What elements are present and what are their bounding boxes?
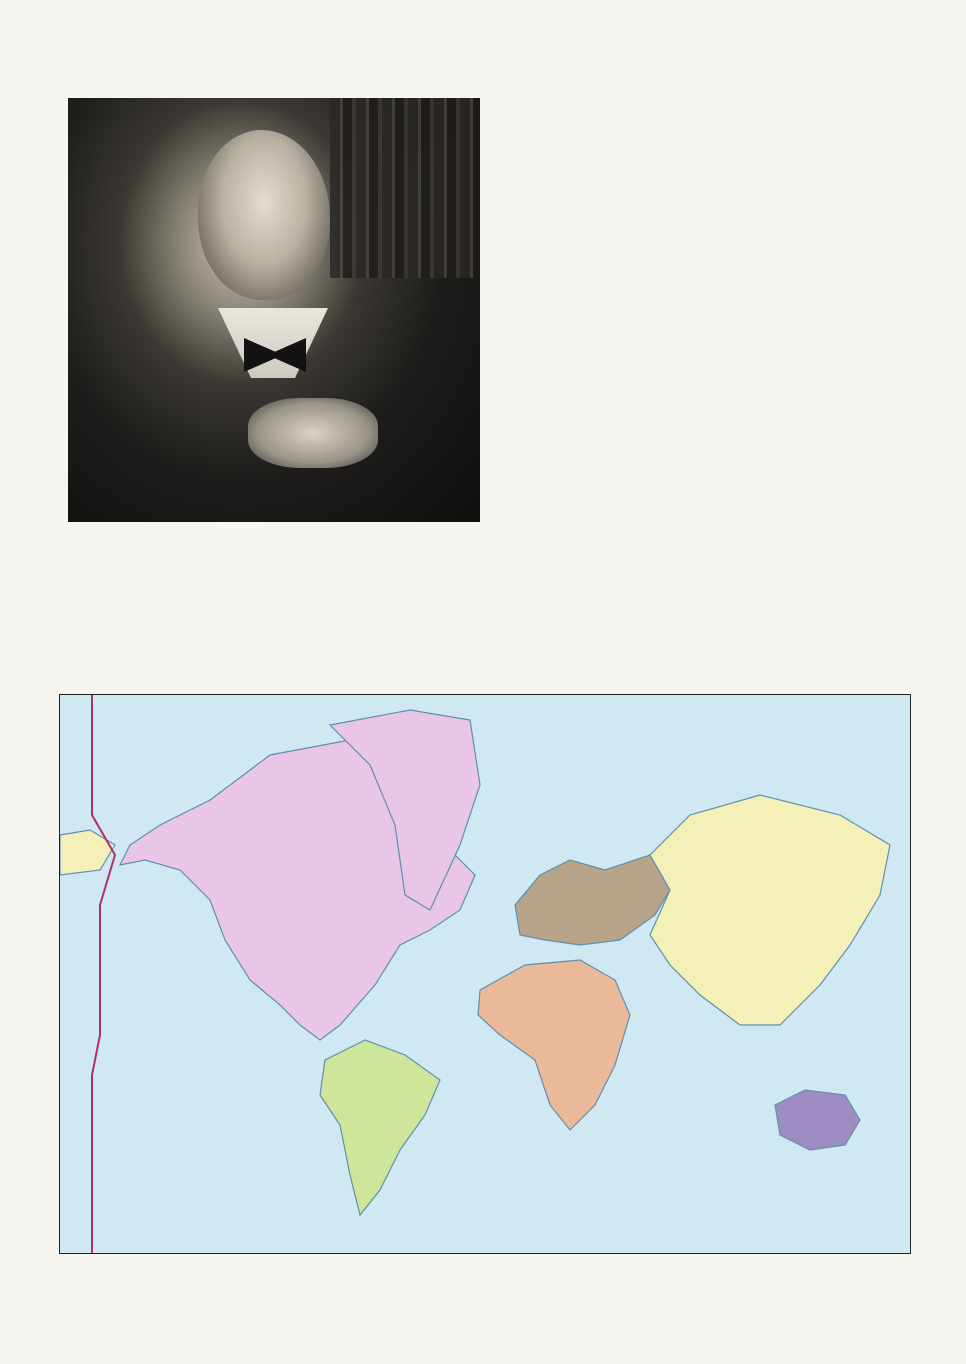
map-svg <box>60 695 910 1253</box>
portrait-collar <box>218 308 328 378</box>
churchill-photo <box>68 98 480 522</box>
africa-landmass <box>478 960 630 1130</box>
right-column <box>505 97 915 109</box>
south-america-landmass <box>320 1040 440 1215</box>
australia-landmass <box>775 1090 860 1150</box>
portrait-hand <box>248 398 378 468</box>
bookshelf-background <box>330 98 480 278</box>
east-siberia-landmass <box>60 830 115 875</box>
portrait-face <box>198 130 330 300</box>
international-date-line <box>92 695 115 1253</box>
time-zone-map <box>59 694 911 1254</box>
europe-landmass <box>515 855 670 945</box>
asia-landmass <box>650 795 890 1025</box>
page-header <box>58 70 908 98</box>
